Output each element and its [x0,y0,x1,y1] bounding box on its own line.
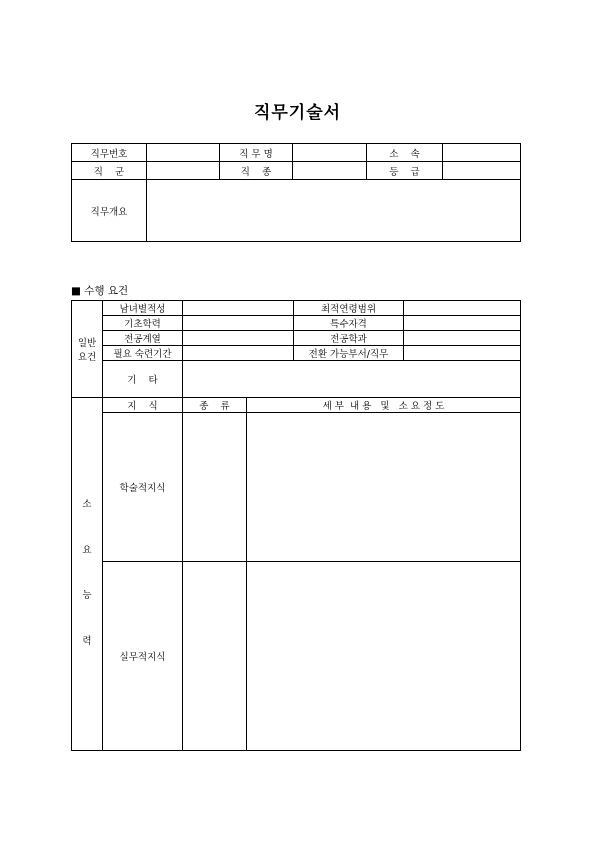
detail-header: 세 부 내 용 및 소 요 정 도 [247,398,521,413]
transfer-option-field[interactable] [404,346,521,361]
academic-knowledge-detail-field[interactable] [247,413,521,562]
gender-aptitude-label: 남녀별적성 [103,301,183,316]
major-field-field[interactable] [183,331,294,346]
gender-aptitude-field[interactable] [183,301,294,316]
department-label: 소 속 [367,144,443,162]
general-requirements-label: 일반 요건 [72,301,103,398]
basic-education-field[interactable] [183,316,294,331]
job-number-label: 직무번호 [72,144,147,162]
academic-knowledge-type-field[interactable] [183,413,247,562]
special-qualification-label: 특수자격 [294,316,404,331]
major-department-field[interactable] [404,331,521,346]
transfer-option-label: 전환 가능부서/직무 [294,346,404,361]
job-number-field[interactable] [147,144,220,162]
practical-knowledge-label: 실무적지식 [103,562,183,751]
training-period-label: 필요 숙련기간 [103,346,183,361]
department-field[interactable] [443,144,521,162]
etc-field[interactable] [183,361,521,398]
training-period-field[interactable] [183,346,294,361]
job-group-label: 직 군 [72,162,147,180]
knowledge-header: 지 식 [103,398,183,413]
etc-label: 기 타 [103,361,183,398]
basic-education-label: 기초학력 [103,316,183,331]
academic-knowledge-label: 학술적지식 [103,413,183,562]
required-ability-label: 소 요 능 력 [72,398,103,751]
requirements-table [71,300,521,751]
job-name-label: 직 무 명 [220,144,293,162]
major-field-label: 전공계열 [103,331,183,346]
type-header: 종 류 [183,398,247,413]
major-department-label: 전공학과 [294,331,404,346]
job-type-field[interactable] [293,162,367,180]
grade-field[interactable] [443,162,521,180]
job-overview-table [71,143,521,242]
optimal-age-field[interactable] [404,301,521,316]
job-summary-label: 직무개요 [72,180,147,242]
grade-label: 등 급 [367,162,443,180]
special-qualification-field[interactable] [404,316,521,331]
practical-knowledge-detail-field[interactable] [247,562,521,751]
job-group-field[interactable] [147,162,220,180]
job-type-label: 직 종 [220,162,293,180]
job-summary-field[interactable] [147,180,521,242]
job-name-field[interactable] [293,144,367,162]
document-title: 직무기술서 [253,103,342,123]
practical-knowledge-type-field[interactable] [183,562,247,751]
optimal-age-label: 최적연령범위 [294,301,404,316]
section-title: ■ 수행 요건 [71,285,129,297]
